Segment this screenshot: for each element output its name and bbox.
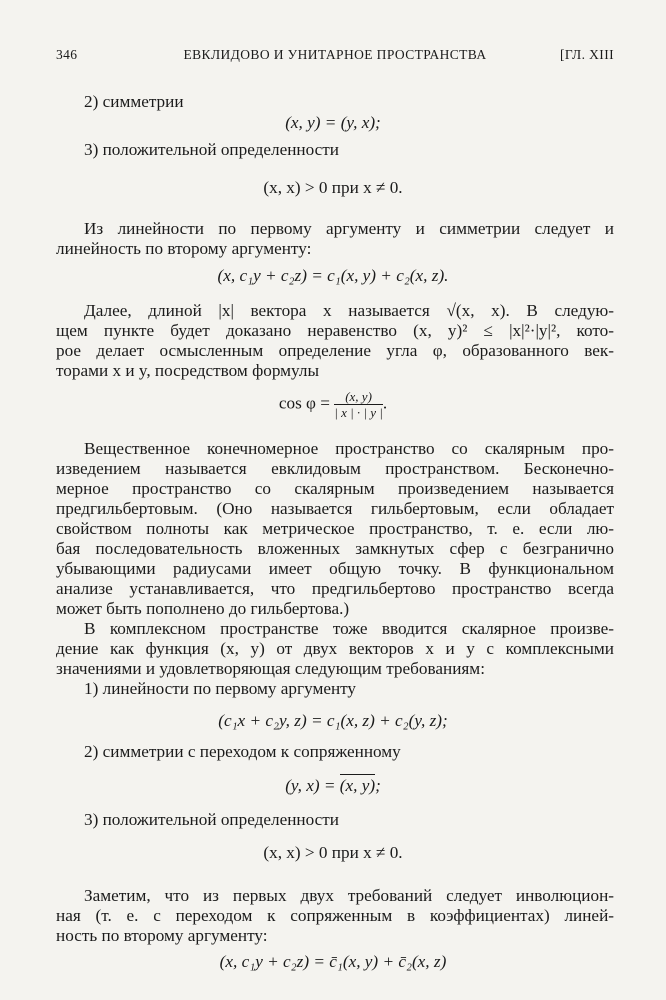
item-conjugate-symmetry: 2) симметрии с переходом к сопряженному [84,742,401,761]
paragraph-1-line-2: линейность по второму аргументу: [56,239,312,258]
paragraph-3-line-5: свойством полноты как метрическое пространство, т. е. если лю- [56,519,614,538]
paragraph-4-line-2: дение как функция (x, y) от двух векторов x и y с комплексными [56,639,614,658]
paragraph-2-line-1: Далее, длиной |x| вектора x называется √(x, x). В следую- [84,301,614,320]
running-title: ЕВКЛИДОВО И УНИТАРНОЕ ПРОСТРАНСТВА [183,47,487,62]
running-header [56,47,614,69]
equation-positive: (x, x) > 0 при x ≠ 0. [263,178,403,197]
paragraph-3-line-2: изведением называется евклидовым пространством. Бесконечно- [56,459,614,478]
conjugate-end: ; [375,776,381,795]
item-positive-definiteness-complex: 3) положительной определенности [84,810,339,829]
conjugate-rhs: (x, y) [339,776,376,795]
equation-linearity-second: (x, c₁y + c₂z) = c₁(x, y) + c₂(x, z). [217,266,449,285]
equation-complex-linearity: (c₁x + c₂y, z) = c₁(x, z) + c₂(y, z); [218,711,448,730]
chapter-label: [ГЛ. XIII [559,47,614,62]
item-symmetry: 2) симметрии [84,92,184,111]
equation-involution-linearity: (x, c₁y + c₂z) = c̄₁(x, y) + c̄₂(x, z) [219,952,447,971]
page-number: 346 [56,47,78,62]
cosine-end: . [382,393,388,413]
paragraph-3-line-3: мерное пространство со скалярным произведением называется [56,479,614,498]
equation-cosine [0,389,666,420]
paragraph-4-line-1: В комплексном пространстве тоже вводится скалярное произве- [84,619,614,638]
equation-positive-complex: (x, x) > 0 при x ≠ 0. [263,843,403,862]
paragraph-3-line-8: анализе устанавливается, что предгильбертово пространство всегда [56,579,614,598]
paragraph-3-line-4: предгильбертовым. (Оно называется гильбертовым, если обладает [56,499,614,518]
conjugate-lhs: (y, x) = [285,776,340,795]
item-linearity-first: 1) линейности по первому аргументу [84,679,357,698]
paragraph-1-line-1: Из линейности по первому аргументу и симметрии следует и [84,219,614,238]
cosine-fraction [334,389,383,420]
cosine-lhs: cos φ = [278,393,335,413]
paragraph-3-line-6: бая последовательность вложенных замкнутых сфер с безгранично [56,539,614,558]
equation-conjugate-symmetry [0,776,666,796]
paragraph-2-line-2: щем пункте будет доказано неравенство (x, y)² ≤ |x|²·|y|², кото- [56,321,614,340]
paragraph-3-line-1: Вещественное конечномерное пространство со скалярным про- [84,439,614,458]
paragraph-5-line-1: Заметим, что из первых двух требований следует инволюцион- [84,886,614,905]
equation-symmetry: (x, y) = (y, x); [285,113,381,132]
paragraph-4-line-3: значениями и удовлетворяющая следующим требованиям: [56,659,485,678]
paragraph-2-line-4: торами x и y, посредством формулы [56,361,319,380]
item-positive-definiteness: 3) положительной определенности [84,140,339,159]
paragraph-2-line-3: рое делает осмысленным определение угла φ, образованного век- [56,341,614,360]
paragraph-3-line-7: убывающими радиусами имеет общую точку. В функциональном [56,559,614,578]
paragraph-5-line-2: ная (т. е. с переходом к сопряженным в коэффициентах) линей- [56,906,614,925]
paragraph-5-line-3: ность по второму аргументу: [56,926,268,945]
cosine-numerator: (x, y) [334,389,383,405]
cosine-denominator: | x | · | y | [334,405,383,420]
paragraph-3-line-9: может быть пополнено до гильбертова.) [56,599,350,618]
